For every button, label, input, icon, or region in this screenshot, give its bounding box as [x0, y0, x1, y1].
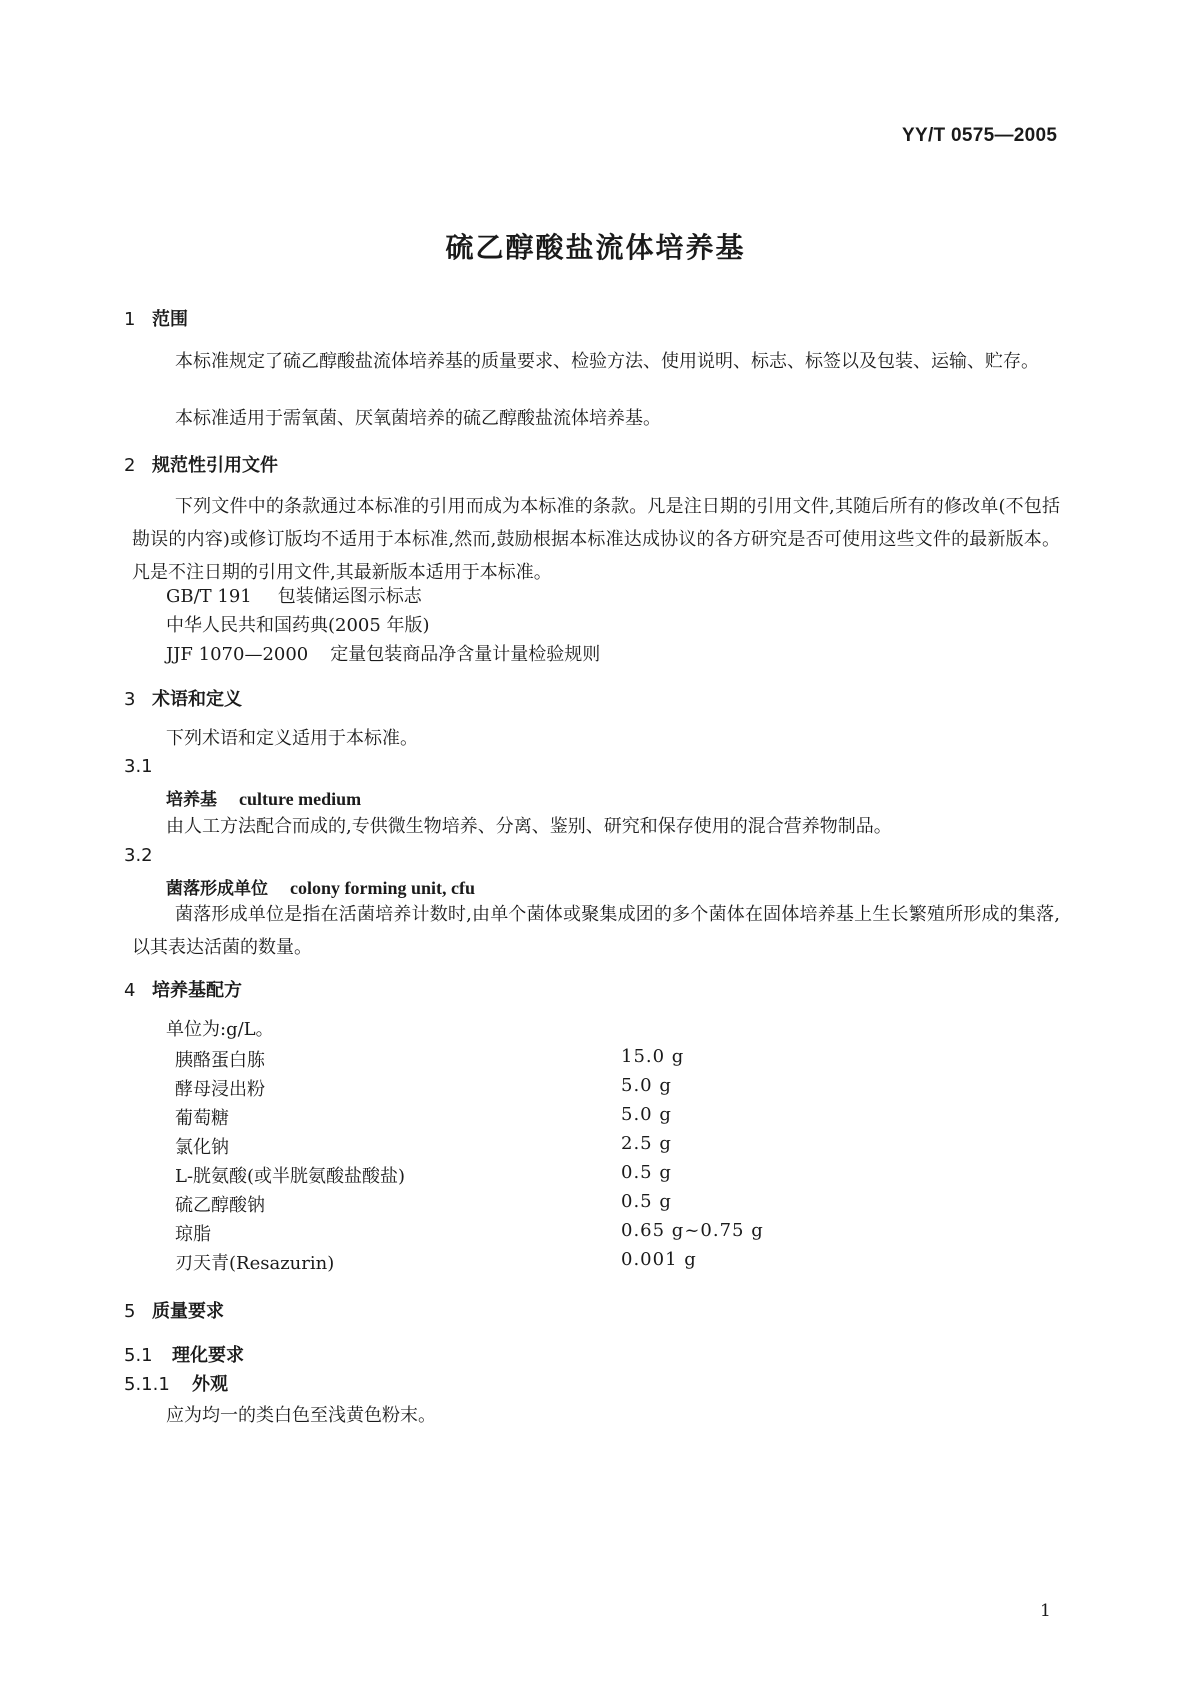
section-number: 1 — [124, 309, 136, 330]
section-5-heading — [124, 1297, 224, 1323]
reference-item — [166, 638, 600, 671]
page-number: 1 — [1040, 1601, 1051, 1621]
ingredient-name: 酵母浸出粉 — [175, 1079, 265, 1100]
reference-name: 定量包装商品净含量计量检验规则 — [330, 644, 601, 665]
section-3-paragraph-1: 下列术语和定义适用于本标准。 — [166, 728, 418, 749]
section-title: 质量要求 — [152, 1301, 224, 1322]
term-heading — [166, 874, 475, 899]
ingredient-name: 琼脂 — [175, 1224, 211, 1245]
term-zh: 菌落形成单位 — [166, 879, 268, 899]
section-title: 理化要求 — [172, 1345, 244, 1366]
section-1-heading — [124, 305, 188, 331]
term-definition: 由人工方法配合而成的,专供微生物培养、分离、鉴别、研究和保存使用的混合营养物制品。 — [166, 816, 892, 837]
section-4-heading — [124, 976, 242, 1002]
section-5-1-1-heading — [124, 1370, 228, 1396]
ingredient-name: 葡萄糖 — [175, 1108, 229, 1129]
standard-number: YY/T 0575—2005 — [902, 125, 1058, 146]
term-zh: 培养基 — [166, 790, 217, 810]
appearance-text: 应为均一的类白色至浅黄色粉末。 — [166, 1405, 436, 1426]
section-title: 规范性引用文件 — [152, 455, 278, 476]
section-number: 2 — [124, 455, 136, 476]
term-definition: 菌落形成单位是指在活菌培养计数时,由单个菌体或聚集成团的多个菌体在固体培养基上生长繁殖所形成的集落,以其表达活菌的数量。 — [132, 904, 1060, 958]
section-title: 范围 — [152, 309, 188, 330]
ingredient-amount: 0.5 g — [621, 1162, 672, 1183]
ingredient-name: 硫乙醇酸钠 — [175, 1195, 265, 1216]
section-2-paragraph-1: 下列文件中的条款通过本标准的引用而成为本标准的条款。凡是注日期的引用文件,其随后所有的修改单(不包括勘误的内容)或修订版均不适用于本标准,然而,鼓励根据本标准达成协议的各方研究是否可使用这些文件的最新版本。凡是不注日期的引用文件,其最新版本适用于本标准。 — [132, 496, 1060, 583]
unit-note: 单位为:g/L。 — [166, 1019, 274, 1040]
ingredient-name: 胰酪蛋白胨 — [175, 1050, 265, 1071]
section-1-paragraph-2: 本标准适用于需氧菌、厌氧菌培养的硫乙醇酸盐流体培养基。 — [175, 408, 661, 429]
ingredient-name: 氯化钠 — [175, 1137, 229, 1158]
section-title: 术语和定义 — [152, 689, 242, 710]
ingredient-amount: 5.0 g — [621, 1104, 672, 1125]
term-en: colony forming unit, cfu — [290, 878, 476, 898]
ingredient-name: L-胱氨酸(或半胱氨酸盐酸盐) — [175, 1166, 406, 1187]
ingredient-name: 刃天青(Resazurin) — [175, 1253, 335, 1274]
section-title: 外观 — [192, 1374, 228, 1395]
term-heading — [166, 785, 361, 810]
ingredient-amount: 0.65 g~0.75 g — [621, 1220, 764, 1241]
ingredient-amount: 2.5 g — [621, 1133, 672, 1154]
section-number: 3 — [124, 689, 136, 710]
reference-code: GB/T 191 — [166, 586, 252, 607]
ingredient-amount: 15.0 g — [621, 1046, 685, 1067]
document-title: 硫乙醇酸盐流体培养基 — [445, 231, 746, 264]
term-en: culture medium — [239, 789, 362, 809]
term-number: 3.2 — [124, 845, 153, 866]
ingredient-amount: 5.0 g — [621, 1075, 672, 1096]
section-number: 5.1 — [124, 1345, 153, 1366]
reference-code: JJF 1070—2000 — [166, 644, 309, 665]
section-2-heading — [124, 451, 278, 477]
reference-code: 中华人民共和国药典(2005 年版) — [166, 615, 430, 636]
section-5-1-heading — [124, 1341, 244, 1367]
section-3-heading — [124, 685, 242, 711]
ingredient-amount: 0.5 g — [621, 1191, 672, 1212]
section-title: 培养基配方 — [152, 980, 242, 1001]
section-number: 4 — [124, 980, 136, 1001]
reference-name: 包装储运图示标志 — [277, 586, 422, 607]
section-number: 5 — [124, 1301, 136, 1322]
ingredient-amount: 0.001 g — [621, 1249, 697, 1270]
term-number: 3.1 — [124, 756, 153, 777]
section-number: 5.1.1 — [124, 1374, 170, 1395]
section-1-paragraph-1: 本标准规定了硫乙醇酸盐流体培养基的质量要求、检验方法、使用说明、标志、标签以及包装、运输、贮存。 — [175, 351, 1039, 372]
